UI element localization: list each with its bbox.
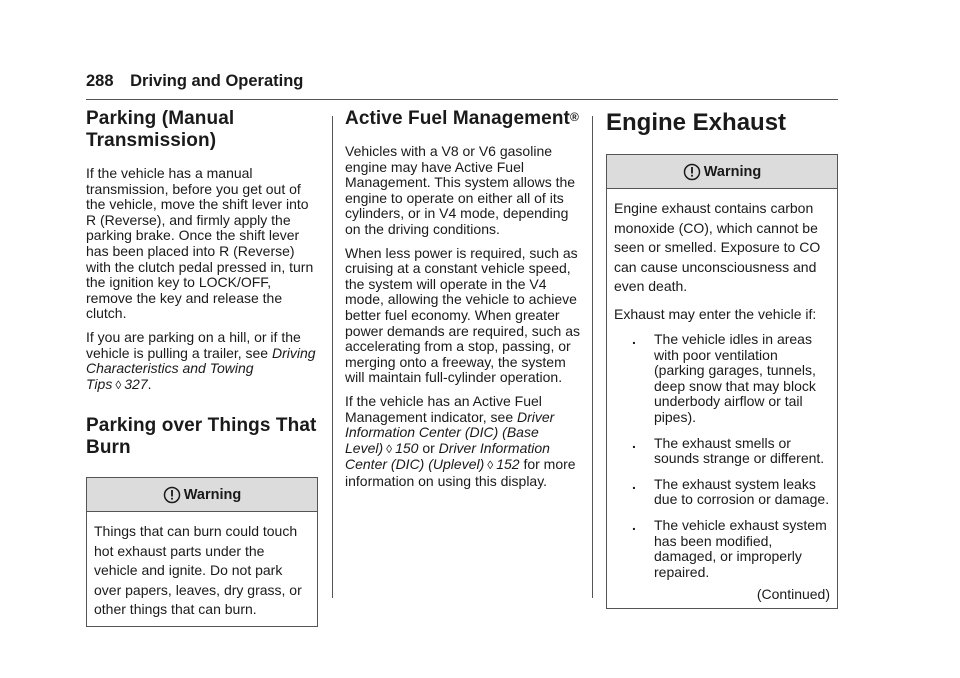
warning-text: Engine exhaust contains carbon monoxide (CO), which cannot be seen or smelled. Exposure to CO can cause unconsciousness and even death. [614,200,821,294]
warning-icon [683,163,701,181]
page-number: 288 [86,72,114,90]
bullet-text: The vehicle exhaust system has been modified, damaged, or improperly repaired. [654,516,827,580]
paragraph-afm-intro: Vehicles with a V8 or V6 gasoline engine may have Active Fuel Management. This system allows the engine to operate on either all of its cylinders, or in V4 mode, depending on the driving conditions. [345,143,576,237]
link-dic-base-level[interactable]: Driver Information Center (DIC) (Base Level) [345,408,555,456]
warning-body [87,512,317,626]
list-item [614,518,830,580]
bullet-text: The vehicle idles in areas with poor ventilation (parking garages, tunnels, deep snow that may block underbody airflow or tail pipes). [654,331,816,425]
heading-afm-text: Active Fuel Management [345,108,570,129]
bullet-text: The exhaust smells or sounds strange or different. [654,434,825,467]
list-item [614,477,830,508]
warning-header [607,155,837,189]
paragraph-afm-operation: When less power is required, such as cruising at a constant vehicle speed, the system will operate in the V4 mode, allowing the vehicle to achieve better fuel economy. When greater power demands are required, such as accelerating from a stop, passing, or merging onto a freeway, the system will maintain full-cylinder operation. [345,244,581,386]
warning-label: Warning [703,163,762,180]
heading-parking-manual-transmission: Parking (Manual Transmission) [86,108,235,151]
bullet-text: The exhaust system leaks due to corrosion or damage. [654,475,830,508]
bullet-mark: . [632,434,636,451]
heading-active-fuel-management [345,108,581,130]
paragraph-afm-indicator [345,394,581,490]
page-ref-icon: ◊ [115,377,122,392]
warning-lead: Exhaust may enter the vehicle if: [614,305,817,322]
column-divider-2 [592,116,593,598]
column-divider-1 [332,116,333,598]
warning-box-exhaust [606,154,838,609]
continued-note: (Continued) [756,586,830,603]
warning-box-parking [86,477,318,627]
column-2 [345,108,581,497]
list-item [614,436,830,467]
heading-engine-exhaust: Engine Exhaust [606,109,787,136]
page-ref-152[interactable]: 152 [496,456,520,473]
registered-mark: ® [569,110,579,124]
warning-icon [163,486,181,504]
link-towing-tips[interactable]: Driving Characteristics and Towing Tips [86,344,316,392]
header-rule [86,99,838,100]
warning-header [87,478,317,512]
page-ref-150[interactable]: 150 [395,439,419,456]
bullet-mark: . [632,475,636,492]
warning-bullet-list [614,332,830,580]
column-1 [86,108,318,627]
afm-indicator-end: for more information on using this display. [345,456,576,489]
sentence-end: . [147,375,152,392]
heading-parking-over-things: Parking over Things That Burn [86,415,317,459]
page-header [86,72,303,91]
section-title: Driving and Operating [130,72,304,90]
column-3 [606,108,838,609]
bullet-mark: . [632,331,636,347]
warning-body [607,189,837,608]
page-ref-icon: ◊ [487,458,494,473]
or-text: or [422,439,435,456]
paragraph-manual-parking: If the vehicle has a manual transmission, before you get out of the vehicle, move the shift lever into R (Reverse), and firmly apply the parking brake. Once the shift lever has been placed into R (Reverse) with the clutch pedal pressed in, turn the ignition key to LOCK/OFF, remove the key and release the clutch. [86,165,314,322]
hill-parking-text: If you are parking on a hill, or if the vehicle is pulling a trailer, see [86,328,301,361]
link-dic-uplevel[interactable]: Driver Information Center (DIC) (Uplevel) [345,439,550,473]
bullet-mark: . [632,516,636,533]
list-item [614,332,830,426]
afm-indicator-text: If the vehicle has an Active Fuel Management indicator, see [345,392,542,425]
paragraph-hill-parking [86,330,318,393]
warning-label: Warning [183,486,242,503]
warning-text: Things that can burn could touch hot exhaust parts under the vehicle and ignite. Do not park over papers, leaves, dry grass, or other things that can burn. [94,523,302,618]
page-ref-icon: ◊ [386,441,393,456]
page-ref-327[interactable]: 327 [124,375,148,392]
